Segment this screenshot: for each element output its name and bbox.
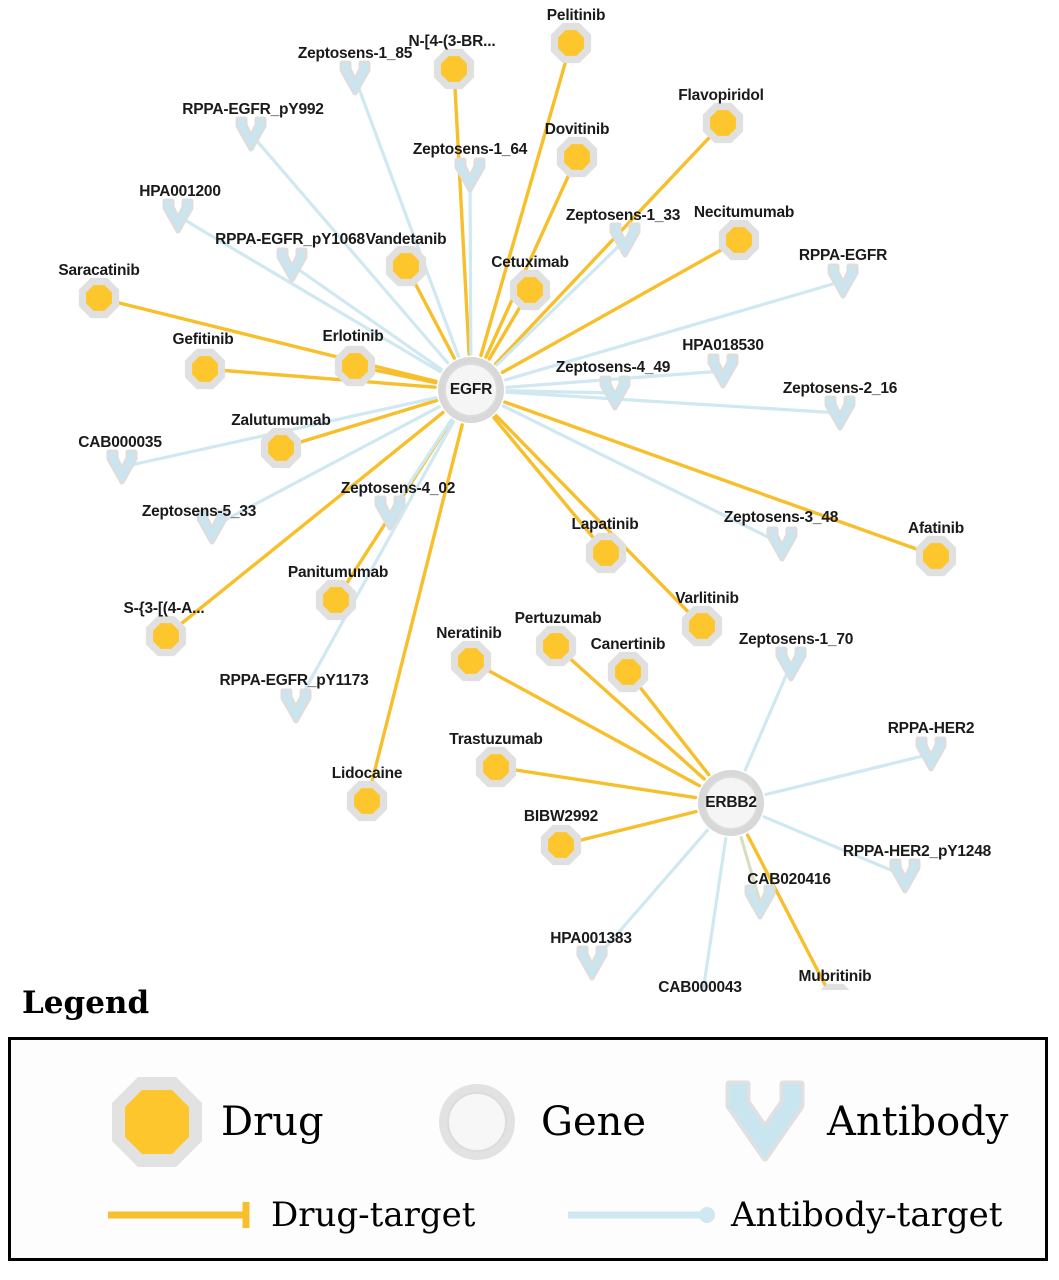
drug-target-edge (281, 401, 437, 448)
antibody-label: Zeptosens-1_85 (297, 45, 413, 62)
gene-node-egfr[interactable] (438, 357, 504, 423)
antibody-target-edge (506, 281, 843, 380)
antibody-node[interactable] (165, 201, 191, 231)
drug-node[interactable] (560, 140, 593, 173)
legend-drug-target (106, 1195, 475, 1235)
gene-node-erbb2[interactable] (698, 770, 764, 836)
antibody-label: Zeptosens-4_02 (340, 480, 456, 497)
drug-label: Varlitinib (675, 590, 739, 607)
legend-antibody (721, 1076, 1008, 1168)
drug-shape (543, 633, 569, 659)
antibody-target-edge (296, 421, 454, 706)
antibody-label: RPPA-EGFR_pY1173 (219, 672, 369, 689)
antibody-target-edge-icon (566, 1195, 721, 1235)
antibody-label: Zeptosens-1_70 (738, 631, 854, 648)
antibody-target-edge (507, 392, 840, 413)
antibody-target-edge (503, 406, 782, 544)
antibody-label: RPPA-HER2 (887, 720, 975, 737)
legend-gene (431, 1076, 646, 1168)
antibody-node[interactable] (747, 887, 773, 917)
legend-gene-label: Gene (541, 1099, 647, 1145)
antibody-label: RPPA-EGFR (798, 247, 888, 264)
drug-label: Mubritinib (798, 968, 872, 985)
antibody-node[interactable] (199, 512, 225, 542)
drug-shape (441, 56, 467, 82)
drug-shape (354, 788, 380, 814)
drug-shape (689, 613, 715, 639)
drug-target-edge (496, 767, 695, 798)
gene-label: EGFR (449, 381, 493, 398)
drug-label: Pelitinib (546, 7, 606, 24)
antibody-node[interactable] (602, 378, 628, 408)
antibody-chevron-icon (721, 1076, 809, 1168)
drug-label: Panitumumab (287, 564, 389, 581)
antibody-label: HPA018530 (682, 337, 764, 354)
drug-node[interactable] (188, 352, 221, 385)
gene-shape (445, 364, 497, 416)
drug-target-edge (561, 812, 696, 845)
gene-circle-icon (431, 1076, 523, 1168)
legend-antibody-target-label: Antibody-target (731, 1195, 1003, 1235)
drug-node[interactable] (319, 583, 352, 616)
drug-node[interactable] (149, 619, 182, 652)
drug-shape (393, 253, 419, 279)
antibody-node[interactable] (279, 250, 305, 280)
drug-label: Lapatinib (571, 516, 639, 533)
drug-shape (342, 353, 368, 379)
drug-shape (548, 832, 574, 858)
antibody-node[interactable] (710, 356, 736, 386)
drug-shape (192, 356, 218, 382)
drug-node[interactable] (454, 644, 487, 677)
drug-shape (517, 277, 543, 303)
drug-node[interactable] (722, 223, 755, 256)
legend-drug-target-label: Drug-target (271, 1195, 476, 1235)
drug-shape (458, 648, 484, 674)
antibody-target-edge (764, 817, 905, 876)
drug-shape (268, 435, 294, 461)
drug-node[interactable] (706, 106, 739, 139)
drug-node[interactable] (919, 539, 952, 572)
drug-node[interactable] (611, 655, 644, 688)
drug-node[interactable] (685, 609, 718, 642)
legend-drug (111, 1076, 324, 1168)
antibody-label: Zeptosens-1_64 (412, 141, 528, 158)
drug-node[interactable] (82, 281, 115, 314)
drug-octagon-icon (111, 1076, 203, 1168)
drug-node[interactable] (513, 273, 546, 306)
drug-shape (483, 754, 509, 780)
antibody-label: HPA001383 (550, 930, 632, 947)
drug-label: Canertinib (590, 636, 666, 653)
legend-node-row (11, 1066, 1045, 1176)
drug-shape (86, 285, 112, 311)
drug-label: Dovitinib (544, 121, 610, 138)
antibody-target-edge (766, 754, 931, 794)
drug-target-edge (494, 418, 606, 553)
antibody-label: CAB000035 (78, 434, 162, 451)
antibody-target-edge (700, 839, 726, 990)
antibody-label: CAB020416 (747, 871, 831, 888)
drug-label: Lidocaine (331, 765, 403, 782)
drug-target-edge-icon (106, 1195, 261, 1235)
drug-node[interactable] (350, 784, 383, 817)
antibody-label: Zeptosens-5_33 (141, 503, 257, 520)
drug-shape (710, 110, 736, 136)
drug-node[interactable] (338, 349, 371, 382)
drug-label: Necitumumab (693, 204, 795, 221)
drug-node[interactable] (589, 536, 622, 569)
drug-node[interactable] (539, 629, 572, 662)
antibody-label: Zeptosens-4_49 (555, 359, 671, 376)
drug-shape (923, 543, 949, 569)
antibody-label: Zeptosens-2_16 (782, 380, 898, 397)
drug-target-edge (454, 69, 469, 354)
legend-drug-label: Drug (221, 1099, 324, 1145)
antibody-target-edge (745, 664, 791, 770)
drug-shape (726, 227, 752, 253)
drug-node[interactable] (264, 431, 297, 464)
antibody-node[interactable] (579, 948, 605, 978)
drug-node[interactable] (389, 249, 422, 282)
drug-label: Vandetanib (365, 231, 447, 248)
drug-target-edge (496, 416, 702, 626)
drug-label: S-{3-[(4-A... (123, 600, 205, 617)
antibody-node[interactable] (827, 398, 853, 428)
drug-label: N-[4-(3-BR... (408, 33, 496, 50)
gene-shape (705, 777, 757, 829)
drug-label: BIBW2992 (523, 808, 599, 825)
antibody-label: Zeptosens-3_48 (723, 509, 839, 526)
antibody-target-edge (470, 175, 471, 354)
antibody-label: RPPA-HER2_pY1248 (842, 843, 992, 860)
gene-label: ERBB2 (705, 794, 757, 811)
drug-label: Gefitinib (172, 331, 234, 348)
legend-title: Legend (22, 985, 150, 1021)
antibody-node[interactable] (769, 529, 795, 559)
antibody-label: RPPA-EGFR_pY992 (182, 101, 324, 118)
drug-node[interactable] (544, 828, 577, 861)
antibody-node[interactable] (778, 649, 804, 679)
antibody-label: HPA001200 (139, 183, 221, 200)
drug-label: Zalutumumab (231, 412, 331, 429)
drug-label: Cetuximab (491, 254, 569, 271)
legend-antibody-label: Antibody (827, 1099, 1009, 1145)
antibody-target-edge (592, 830, 707, 963)
drug-shape (558, 30, 584, 56)
antibody-node[interactable] (109, 452, 135, 482)
antibody-label: CAB000043 (658, 979, 742, 996)
antibody-node[interactable] (283, 691, 309, 721)
drug-label: Flavopiridol (678, 87, 764, 104)
drug-label: Neratinib (436, 625, 502, 642)
antibody-label: RPPA-EGFR_pY1068 (215, 231, 365, 248)
drug-label: Trastuzumab (449, 731, 543, 748)
drug-node[interactable] (479, 750, 512, 783)
antibody-node[interactable] (918, 739, 944, 769)
drug-target-edge (505, 402, 936, 556)
antibody-node[interactable] (830, 266, 856, 296)
drug-shape (153, 623, 179, 649)
drug-shape (615, 659, 641, 685)
drug-label: Afatinib (907, 520, 965, 537)
drug-node[interactable] (437, 52, 470, 85)
drug-label: Pertuzumab (514, 610, 602, 627)
antibody-target-edge (507, 371, 723, 387)
drug-shape (564, 144, 590, 170)
legend-edge-row (11, 1190, 1045, 1260)
legend-antibody-target (566, 1195, 1002, 1235)
nodes-layer (82, 26, 952, 990)
drug-label: Saracatinib (58, 262, 140, 279)
antibody-node[interactable] (377, 498, 403, 528)
drug-label: Erlotinib (322, 328, 384, 345)
drug-node[interactable] (554, 26, 587, 59)
antibody-node[interactable] (892, 861, 918, 891)
legend-box (8, 1037, 1048, 1261)
antibody-label: Zeptosens-1_33 (565, 207, 681, 224)
drug-shape (593, 540, 619, 566)
drug-target-edge (367, 425, 462, 801)
drug-shape (323, 587, 349, 613)
legend-panel (0, 985, 1059, 1280)
antibody-node[interactable] (342, 63, 368, 93)
